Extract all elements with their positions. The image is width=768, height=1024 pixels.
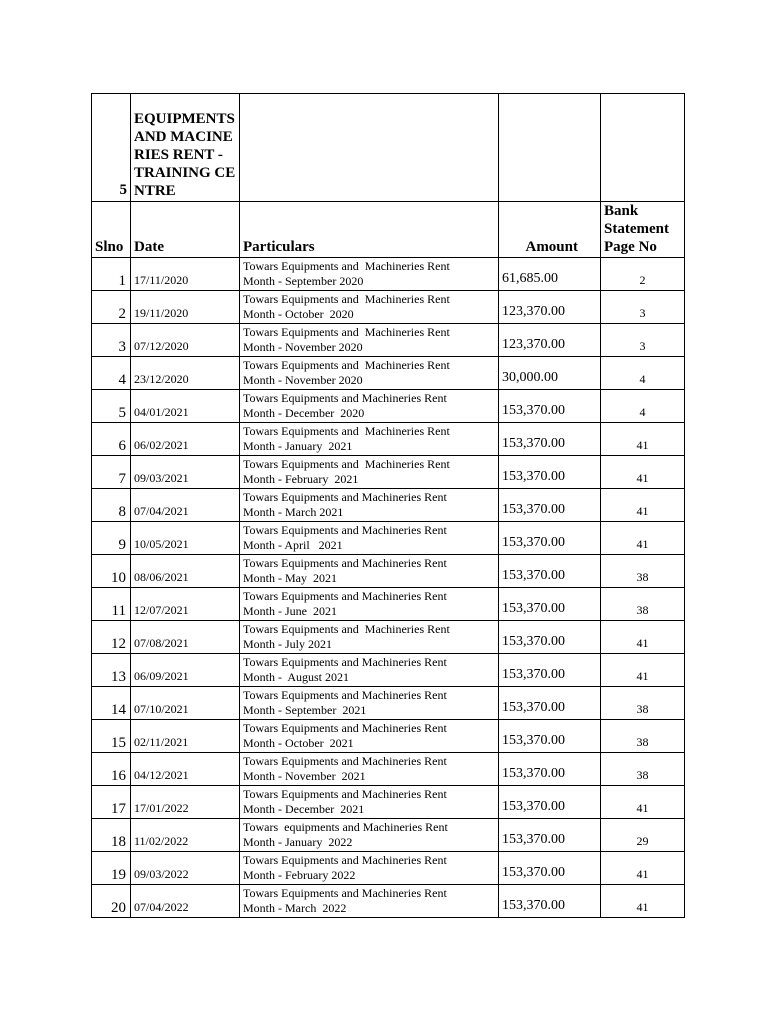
particulars-line-1: Towars Equipments and Machineries Rent xyxy=(243,358,450,372)
rent-table xyxy=(91,93,685,918)
empty-cell xyxy=(499,94,601,202)
row-date: 07/10/2021 xyxy=(131,687,240,720)
row-slno: 9 xyxy=(92,522,131,555)
table-row xyxy=(92,324,685,357)
row-particulars xyxy=(240,720,499,753)
row-date: 04/12/2021 xyxy=(131,753,240,786)
row-slno: 17 xyxy=(92,786,131,819)
row-slno: 12 xyxy=(92,621,131,654)
row-slno: 6 xyxy=(92,423,131,456)
column-header-row xyxy=(92,202,685,258)
row-amount: 153,370.00 xyxy=(499,489,601,522)
section-title: EQUIPMENTS AND MACINERIES RENT - TRAINING CENTRE xyxy=(131,94,240,202)
row-amount: 61,685.00 xyxy=(499,258,601,291)
table-row xyxy=(92,753,685,786)
row-bank-page: 3 xyxy=(601,291,685,324)
row-amount: 123,370.00 xyxy=(499,324,601,357)
row-amount: 153,370.00 xyxy=(499,390,601,423)
row-date: 23/12/2020 xyxy=(131,357,240,390)
particulars-line-1: Towars Equipments and Machineries Rent xyxy=(243,589,447,603)
particulars-line-2: Month - January 2021 xyxy=(243,439,353,453)
particulars-line-1: Towars Equipments and Machineries Rent xyxy=(243,622,450,636)
row-amount: 153,370.00 xyxy=(499,819,601,852)
row-date: 12/07/2021 xyxy=(131,588,240,621)
row-bank-page: 4 xyxy=(601,390,685,423)
row-date: 10/05/2021 xyxy=(131,522,240,555)
row-slno: 4 xyxy=(92,357,131,390)
table-row xyxy=(92,687,685,720)
section-title-row xyxy=(92,94,685,202)
row-particulars xyxy=(240,555,499,588)
table-row xyxy=(92,786,685,819)
row-date: 08/06/2021 xyxy=(131,555,240,588)
row-bank-page: 41 xyxy=(601,489,685,522)
empty-cell xyxy=(240,94,499,202)
row-bank-page: 29 xyxy=(601,819,685,852)
row-particulars xyxy=(240,786,499,819)
particulars-line-1: Towars Equipments and Machineries Rent xyxy=(243,424,450,438)
particulars-line-2: Month - March 2021 xyxy=(243,505,344,519)
row-bank-page: 4 xyxy=(601,357,685,390)
row-date: 17/01/2022 xyxy=(131,786,240,819)
particulars-line-2: Month - April 2021 xyxy=(243,538,343,552)
row-slno: 8 xyxy=(92,489,131,522)
table-row xyxy=(92,390,685,423)
row-slno: 5 xyxy=(92,390,131,423)
table-row xyxy=(92,423,685,456)
table-row xyxy=(92,885,685,918)
row-slno: 19 xyxy=(92,852,131,885)
row-particulars xyxy=(240,390,499,423)
table-row xyxy=(92,654,685,687)
header-slno: Slno xyxy=(92,202,131,258)
row-bank-page: 41 xyxy=(601,456,685,489)
row-date: 04/01/2021 xyxy=(131,390,240,423)
row-slno: 10 xyxy=(92,555,131,588)
particulars-line-1: Towars Equipments and Machineries Rent xyxy=(243,523,447,537)
row-bank-page: 41 xyxy=(601,885,685,918)
row-bank-page: 41 xyxy=(601,522,685,555)
particulars-line-2: Month - July 2021 xyxy=(243,637,333,651)
particulars-line-1: Towars Equipments and Machineries Rent xyxy=(243,787,447,801)
row-slno: 1 xyxy=(92,258,131,291)
header-amount: Amount xyxy=(499,202,601,258)
row-slno: 15 xyxy=(92,720,131,753)
row-date: 02/11/2021 xyxy=(131,720,240,753)
row-particulars xyxy=(240,291,499,324)
row-particulars xyxy=(240,852,499,885)
table-row xyxy=(92,489,685,522)
row-particulars xyxy=(240,324,499,357)
table-row xyxy=(92,357,685,390)
particulars-line-2: Month - October 2021 xyxy=(243,736,354,750)
row-date: 06/09/2021 xyxy=(131,654,240,687)
row-amount: 153,370.00 xyxy=(499,621,601,654)
particulars-line-2: Month - March 2022 xyxy=(243,901,347,915)
row-date: 17/11/2020 xyxy=(131,258,240,291)
particulars-line-1: Towars Equipments and Machineries Rent xyxy=(243,490,447,504)
rent-table-body xyxy=(92,94,685,918)
particulars-line-2: Month - October 2020 xyxy=(243,307,354,321)
row-date: 09/03/2021 xyxy=(131,456,240,489)
particulars-line-1: Towars Equipments and Machineries Rent xyxy=(243,688,447,702)
row-amount: 153,370.00 xyxy=(499,720,601,753)
row-particulars xyxy=(240,687,499,720)
particulars-line-2: Month - January 2022 xyxy=(243,835,353,849)
particulars-line-2: Month - May 2021 xyxy=(243,571,337,585)
particulars-line-1: Towars Equipments and Machineries Rent xyxy=(243,391,447,405)
row-particulars xyxy=(240,654,499,687)
particulars-line-1: Towars Equipments and Machineries Rent xyxy=(243,721,447,735)
empty-cell xyxy=(601,94,685,202)
row-bank-page: 38 xyxy=(601,753,685,786)
row-bank-page: 3 xyxy=(601,324,685,357)
particulars-line-1: Towars Equipments and Machineries Rent xyxy=(243,457,450,471)
row-slno: 3 xyxy=(92,324,131,357)
table-row xyxy=(92,819,685,852)
particulars-line-2: Month - November 2021 xyxy=(243,769,366,783)
row-slno: 13 xyxy=(92,654,131,687)
section-number: 5 xyxy=(92,94,131,202)
row-slno: 2 xyxy=(92,291,131,324)
row-particulars xyxy=(240,621,499,654)
row-amount: 153,370.00 xyxy=(499,555,601,588)
row-bank-page: 41 xyxy=(601,423,685,456)
row-date: 19/11/2020 xyxy=(131,291,240,324)
row-slno: 20 xyxy=(92,885,131,918)
particulars-line-1: Towars Equipments and Machineries Rent xyxy=(243,292,450,306)
particulars-line-2: Month - June 2021 xyxy=(243,604,337,618)
row-slno: 18 xyxy=(92,819,131,852)
table-row xyxy=(92,291,685,324)
particulars-line-2: Month - August 2021 xyxy=(243,670,350,684)
table-row xyxy=(92,555,685,588)
particulars-line-1: Towars Equipments and Machineries Rent xyxy=(243,853,447,867)
header-particulars: Particulars xyxy=(240,202,499,258)
row-amount: 153,370.00 xyxy=(499,885,601,918)
row-particulars xyxy=(240,489,499,522)
row-date: 07/12/2020 xyxy=(131,324,240,357)
table-row xyxy=(92,588,685,621)
row-particulars xyxy=(240,885,499,918)
row-bank-page: 41 xyxy=(601,621,685,654)
row-date: 11/02/2022 xyxy=(131,819,240,852)
particulars-line-2: Month - February 2022 xyxy=(243,868,356,882)
row-particulars xyxy=(240,456,499,489)
particulars-line-2: Month - November 2020 xyxy=(243,373,363,387)
particulars-line-1: Towars Equipments and Machineries Rent xyxy=(243,556,447,570)
row-particulars xyxy=(240,753,499,786)
particulars-line-1: Towars Equipments and Machineries Rent xyxy=(243,754,447,768)
particulars-line-2: Month - November 2020 xyxy=(243,340,363,354)
row-bank-page: 2 xyxy=(601,258,685,291)
row-slno: 16 xyxy=(92,753,131,786)
row-amount: 153,370.00 xyxy=(499,786,601,819)
row-amount: 153,370.00 xyxy=(499,687,601,720)
particulars-line-2: Month - December 2021 xyxy=(243,802,365,816)
table-row xyxy=(92,258,685,291)
row-date: 06/02/2021 xyxy=(131,423,240,456)
row-amount: 153,370.00 xyxy=(499,522,601,555)
row-amount: 30,000.00 xyxy=(499,357,601,390)
row-bank-page: 38 xyxy=(601,555,685,588)
row-particulars xyxy=(240,522,499,555)
row-bank-page: 38 xyxy=(601,687,685,720)
row-amount: 153,370.00 xyxy=(499,588,601,621)
row-date: 07/04/2022 xyxy=(131,885,240,918)
row-particulars xyxy=(240,819,499,852)
table-row xyxy=(92,720,685,753)
particulars-line-2: Month - December 2020 xyxy=(243,406,365,420)
particulars-line-2: Month - September 2021 xyxy=(243,703,367,717)
particulars-line-1: Towars Equipments and Machineries Rent xyxy=(243,259,450,273)
row-amount: 153,370.00 xyxy=(499,654,601,687)
row-slno: 14 xyxy=(92,687,131,720)
row-amount: 153,370.00 xyxy=(499,423,601,456)
row-amount: 123,370.00 xyxy=(499,291,601,324)
row-bank-page: 41 xyxy=(601,786,685,819)
particulars-line-1: Towars equipments and Machineries Rent xyxy=(243,820,448,834)
header-date: Date xyxy=(131,202,240,258)
row-date: 07/08/2021 xyxy=(131,621,240,654)
row-date: 07/04/2021 xyxy=(131,489,240,522)
row-bank-page: 41 xyxy=(601,852,685,885)
table-row xyxy=(92,852,685,885)
table-row xyxy=(92,621,685,654)
row-slno: 7 xyxy=(92,456,131,489)
row-amount: 153,370.00 xyxy=(499,753,601,786)
table-row xyxy=(92,456,685,489)
row-slno: 11 xyxy=(92,588,131,621)
row-bank-page: 38 xyxy=(601,720,685,753)
row-particulars xyxy=(240,423,499,456)
row-bank-page: 41 xyxy=(601,654,685,687)
row-amount: 153,370.00 xyxy=(499,456,601,489)
row-particulars xyxy=(240,258,499,291)
row-amount: 153,370.00 xyxy=(499,852,601,885)
particulars-line-2: Month - September 2020 xyxy=(243,274,364,288)
row-bank-page: 38 xyxy=(601,588,685,621)
particulars-line-2: Month - February 2021 xyxy=(243,472,359,486)
table-row xyxy=(92,522,685,555)
header-bank-statement-page: Bank Statement Page No xyxy=(601,202,685,258)
row-particulars xyxy=(240,357,499,390)
row-particulars xyxy=(240,588,499,621)
particulars-line-1: Towars Equipments and Machineries Rent xyxy=(243,325,450,339)
particulars-line-1: Towars Equipments and Machineries Rent xyxy=(243,886,447,900)
row-date: 09/03/2022 xyxy=(131,852,240,885)
particulars-line-1: Towars Equipments and Machineries Rent xyxy=(243,655,447,669)
